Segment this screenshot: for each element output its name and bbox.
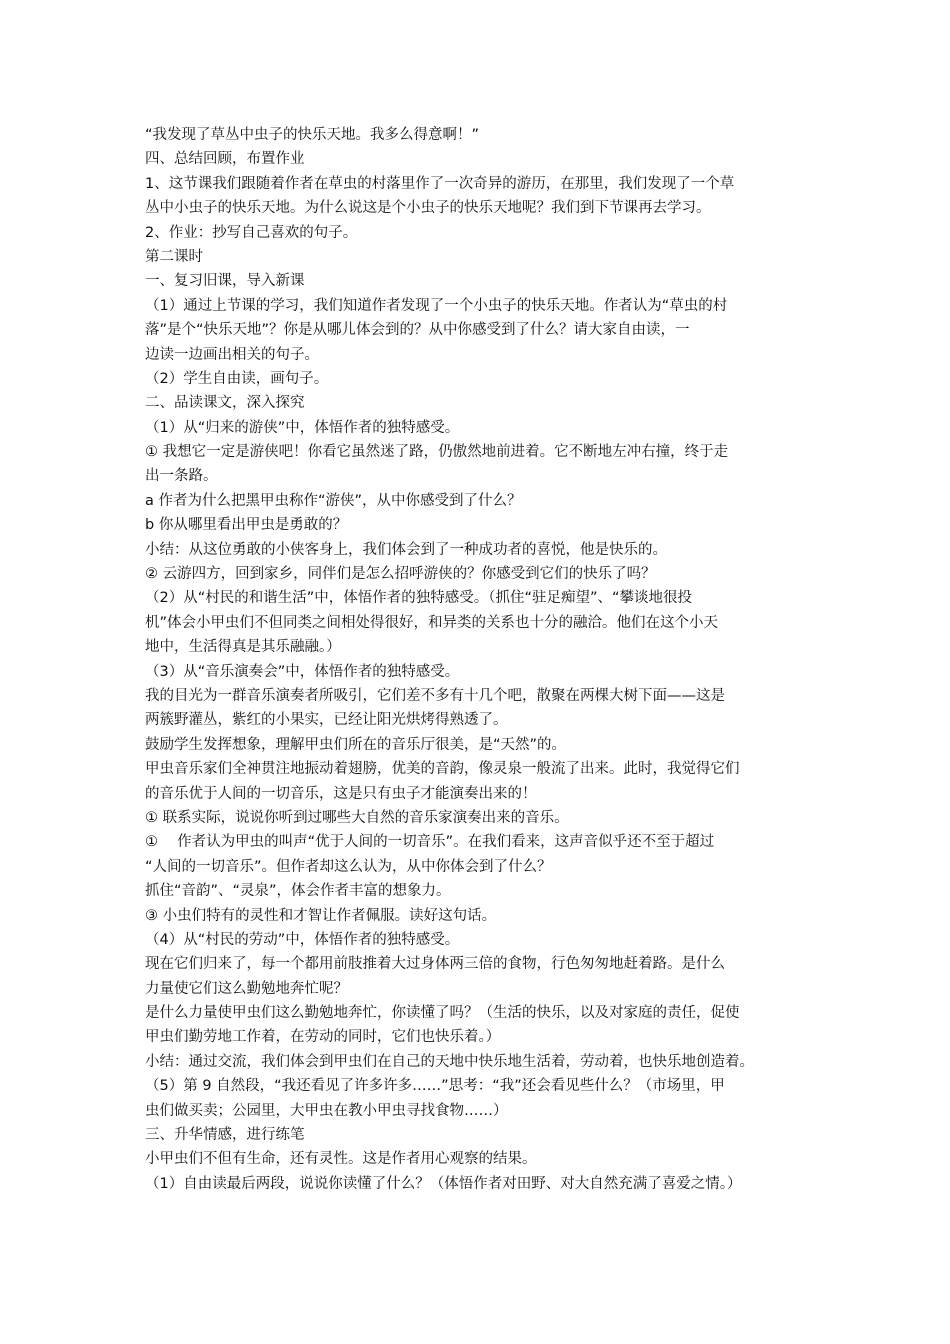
text-line: 1、这节课我们跟随着作者在草虫的村落里作了一次奇异的游历，在那里，我们发现了一个草 [145, 175, 735, 192]
text-line: ① 联系实际，说说你听到过哪些大自然的音乐家演奏出来的音乐。 [145, 809, 569, 826]
text-line: （2）学生自由读，画句子。 [145, 370, 329, 387]
text-line: （3）从“音乐演奏会”中，体悟作者的独特感受。 [145, 663, 460, 680]
text-line: ② 云游四方，回到家乡，同伴们是怎么招呼游侠的？你感受到它们的快乐了吗？ [145, 566, 656, 583]
text-line: 小结：通过交流，我们体会到甲虫们在自己的天地中快乐地生活着，劳动着，也快乐地创造着。 [145, 1053, 754, 1070]
section-heading: 三、升华情感，进行练笔 [145, 1127, 305, 1144]
text-line: （1）自由读最后两段，说说你读懂了什么？（体悟作者对田野、对大自然充满了喜爱之情。） [145, 1175, 742, 1192]
section-heading: 四、总结回顾，布置作业 [145, 151, 305, 168]
section-heading: 一、复习旧课，导入新课 [145, 273, 305, 290]
text-line: （5）第 9 自然段，“我还看见了许多许多……”思考：“我”还会看见些什么？（市场里，甲 [145, 1078, 725, 1095]
text-line: （4）从“村民的劳动”中，体悟作者的独特感受。 [145, 931, 460, 948]
text-line: 甲虫们勤劳地工作着，在劳动的同时，它们也快乐着。） [145, 1029, 501, 1046]
text-line: 机”体会小甲虫们不但同类之间相处得很好，和异类的关系也十分的融洽。他们在这个小天 [145, 614, 719, 631]
text-line: 的音乐优于人间的一切音乐，这是只有虫子才能演奏出来的！ [145, 785, 537, 802]
text-line: 地中，生活得真是其乐融融。） [145, 639, 341, 656]
text-line: 鼓励学生发挥想象，理解甲虫们所在的音乐厅很美，是“天然”的。 [145, 736, 567, 753]
text-line: 落”是个“快乐天地”？你是从哪儿体会到的？从中你感受到了什么？请大家自由读，一 [145, 322, 690, 339]
document-page [145, 123, 825, 1196]
text-line: 2、作业：抄写自己喜欢的句子。 [145, 224, 358, 241]
text-line: ① 我想它一定是游侠吧！你看它虽然迷了路，仍傲然地前进着。它不断地左冲右撞，终于走 [145, 444, 729, 461]
text-line: 我的目光为一群音乐演奏者所吸引，它们差不多有十几个吧，散聚在两棵大树下面——这是 [145, 687, 725, 704]
text-line: 甲虫音乐家们全神贯注地振动着翅膀，优美的音韵，像灵泉一般流了出来。此时，我觉得它们 [145, 761, 740, 778]
text-line: 力量使它们这么勤勉地奔忙呢？ [145, 980, 348, 997]
text-line: 丛中小虫子的快乐天地。为什么说这是个小虫子的快乐天地呢？我们到下节课再去学习。 [145, 200, 711, 217]
text-line: 出一条路。 [145, 468, 218, 485]
text-line: 是什么力量使甲虫们这么勤勉地奔忙，你读懂了吗？（生活的快乐，以及对家庭的责任，促使 [145, 1005, 740, 1022]
text-line: 现在它们归来了，每一个都用前肢推着大过身体两三倍的食物，行色匆匆地赶着路。是什么 [145, 956, 725, 973]
text-line: （1）通过上节课的学习，我们知道作者发现了一个小虫子的快乐天地。作者认为“草虫的村 [145, 297, 728, 314]
text-line: 两簇野灌丛，紫红的小果实，已经让阳光烘烤得熟透了。 [145, 712, 508, 729]
text-line: b 你从哪里看出甲虫是勇敢的？ [145, 517, 348, 534]
text-line: （2）从“村民的和谐生活”中，体悟作者的独特感受。（抓住“驻足痴望”、“攀谈地很投 [145, 590, 693, 607]
section-heading: 二、品读课文，深入探究 [145, 395, 305, 412]
text-line: “我发现了草丛中虫子的快乐天地。我多么得意啊！” [145, 127, 480, 143]
text-line: ① 作者认为甲虫的叫声“优于人间的一切音乐”。在我们看来，这声音似乎还不至于超过 [145, 834, 715, 851]
text-line: “人间的一切音乐”。但作者却这么认为，从中你体会到了什么？ [145, 858, 552, 875]
text-line: 抓住“音韵”、“灵泉”，体会作者丰富的想象力。 [145, 883, 451, 900]
text-line: 小结：从这位勇敢的小侠客身上，我们体会到了一种成功者的喜悦，他是快乐的。 [145, 541, 667, 558]
lesson-heading: 第二课时 [145, 248, 203, 265]
text-line: 虫们做买卖；公园里，大甲虫在教小甲虫寻找食物……） [145, 1102, 508, 1119]
text-line: 小甲虫们不但有生命，还有灵性。这是作者用心观察的结果。 [145, 1151, 537, 1168]
text-line: （1）从“归来的游侠”中，体悟作者的独特感受。 [145, 419, 460, 436]
text-line: 边读一边画出相关的句子。 [145, 346, 319, 363]
text-line: a 作者为什么把黑甲虫称作“游侠”，从中你感受到了什么？ [145, 492, 522, 509]
text-line: ③ 小虫们特有的灵性和才智让作者佩服。读好这句话。 [145, 907, 497, 924]
